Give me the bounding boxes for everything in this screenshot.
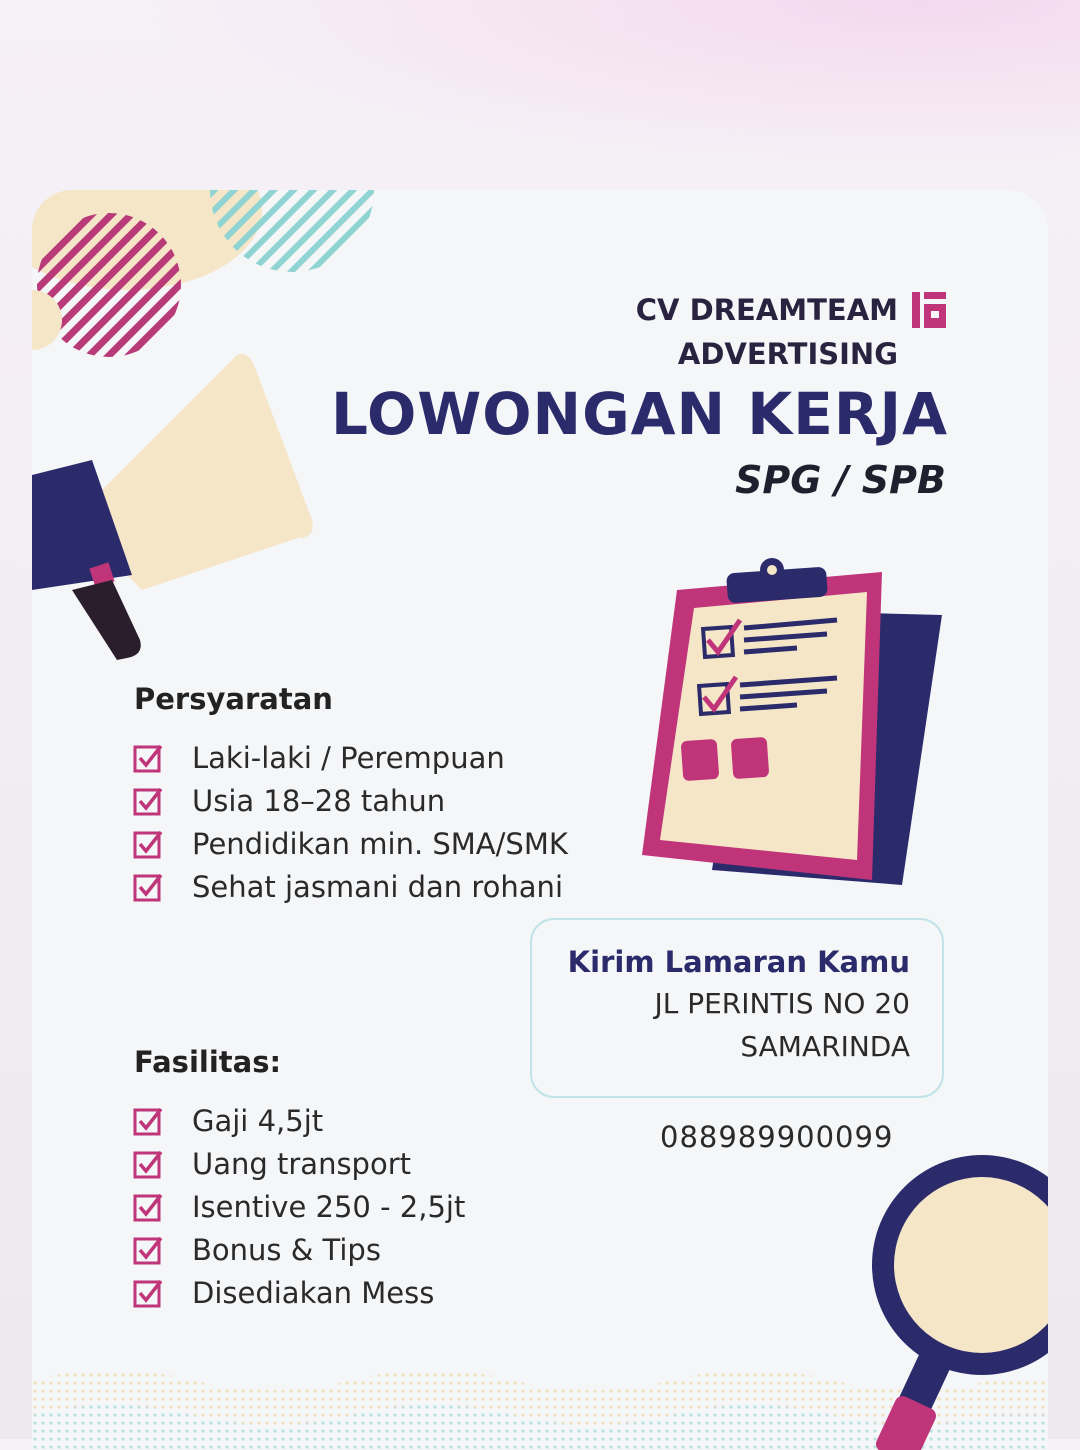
contact-phone[interactable]: 088989900099 [660, 1120, 894, 1154]
facilities-list [132, 1099, 465, 1314]
list-item [132, 736, 568, 779]
checkbox-icon [132, 1191, 164, 1223]
megaphone-icon [32, 350, 322, 670]
list-item [132, 1271, 465, 1314]
company-name-line2: ADVERTISING [677, 337, 898, 371]
list-item [132, 779, 568, 822]
company-name-line1: CV DREAMTEAM [635, 293, 898, 327]
list-item [132, 1185, 465, 1228]
checkbox-icon [132, 828, 164, 860]
requirement-text: Pendidikan min. SMA/SMK [192, 826, 568, 861]
contact-title: Kirim Lamaran Kamu [567, 945, 910, 979]
checkbox-icon [132, 871, 164, 903]
requirement-text: Sehat jasmani dan rohani [192, 869, 563, 904]
job-poster-card [32, 190, 1048, 1450]
list-item [132, 1228, 465, 1271]
requirements-list [132, 736, 568, 908]
company-name [636, 288, 898, 376]
contact-box [530, 918, 944, 1098]
checkbox-icon [132, 1277, 164, 1309]
facility-text: Bonus & Tips [192, 1232, 381, 1267]
facility-text: Gaji 4,5jt [192, 1103, 324, 1138]
facilities-title: Fasilitas: [134, 1045, 282, 1079]
requirements-title: Persyaratan [134, 682, 333, 716]
list-item [132, 822, 568, 865]
checkbox-icon [132, 742, 164, 774]
job-position: SPG / SPB [735, 458, 946, 502]
checkbox-icon [132, 1148, 164, 1180]
requirement-text: Usia 18–28 tahun [192, 783, 446, 818]
list-item [132, 865, 568, 908]
magnifier-icon [862, 1150, 1048, 1450]
company-logo [912, 292, 948, 332]
facility-text: Uang transport [192, 1146, 412, 1181]
headline: LOWONGAN KERJA [331, 380, 948, 448]
contact-address-line2: SAMARINDA [740, 1030, 910, 1063]
checkbox-icon [132, 1234, 164, 1266]
facility-text: Disediakan Mess [192, 1275, 435, 1310]
list-item [132, 1099, 465, 1142]
checkbox-icon [132, 785, 164, 817]
requirement-text: Laki-laki / Perempuan [192, 740, 505, 775]
pink-striped-circle [37, 213, 181, 357]
contact-address-line1: JL PERINTIS NO 20 [654, 987, 910, 1020]
teal-striped-circle [210, 190, 374, 272]
clipboard-icon [632, 550, 952, 890]
facility-text: Isentive 250 - 2,5jt [192, 1189, 466, 1224]
list-item [132, 1142, 465, 1185]
checkbox-icon [132, 1105, 164, 1137]
background-glow [0, 0, 1080, 200]
